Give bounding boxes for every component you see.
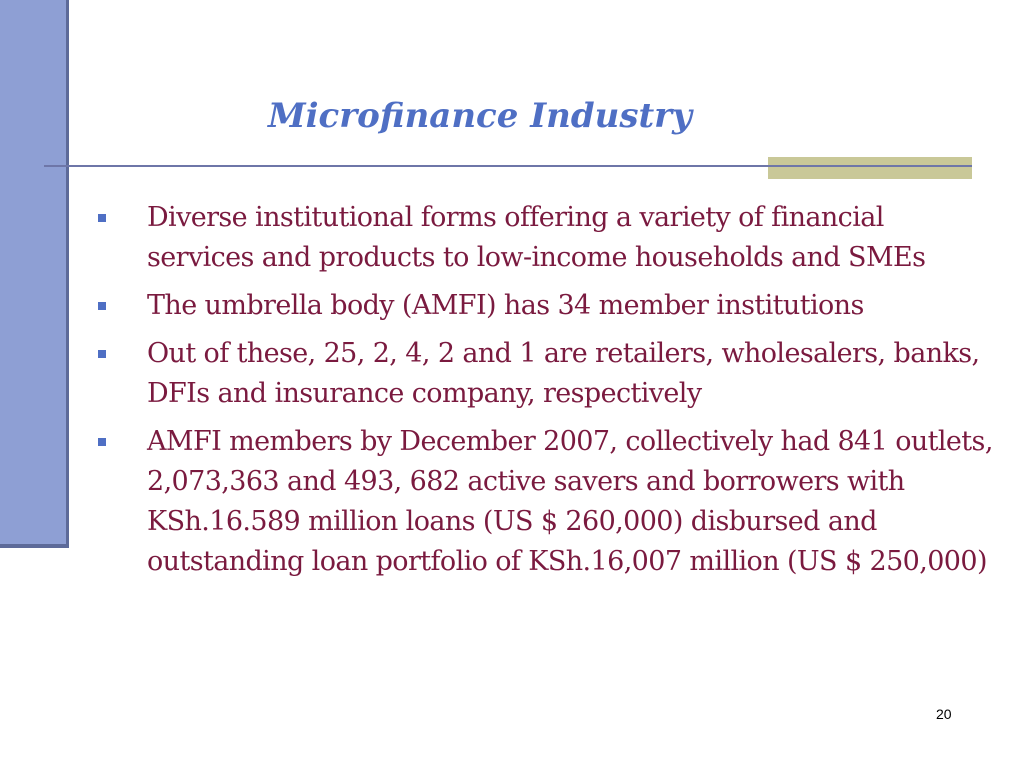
left-bar-edge: [66, 0, 69, 547]
left-bar-bottom-edge: [0, 544, 69, 548]
bullet-text: Out of these, 25, 2, 4, 2 and 1 are retailers, wholesalers, banks, DFIs and insurance company, respectively: [147, 338, 980, 409]
square-bullet-icon: [98, 438, 106, 446]
accent-divider-line: [768, 165, 972, 167]
bullet-item: [96, 286, 996, 326]
bullet-list: [96, 198, 996, 590]
bullet-item: [96, 198, 996, 278]
square-bullet-icon: [98, 214, 106, 222]
left-decorative-bar: [0, 0, 66, 544]
bullet-item: [96, 422, 996, 582]
title-accent-block: [768, 157, 972, 179]
slide-title: Microfinance Industry: [268, 96, 692, 136]
bullet-text: Diverse institutional forms offering a variety of financial services and products to low-income households and SMEs: [147, 202, 926, 273]
page-number: 20: [936, 706, 952, 722]
bullet-text: AMFI members by December 2007, collectively had 841 outlets, 2,073,363 and 493, 682 active savers and borrowers with KSh.16.589 million loans (US $ 260,000) disbursed and outstanding loan portfolio of KSh.16,007 million (US $ 250,000): [147, 426, 993, 577]
bullet-text: The umbrella body (AMFI) has 34 member institutions: [147, 290, 864, 321]
square-bullet-icon: [98, 302, 106, 310]
bullet-item: [96, 334, 996, 414]
square-bullet-icon: [98, 350, 106, 358]
